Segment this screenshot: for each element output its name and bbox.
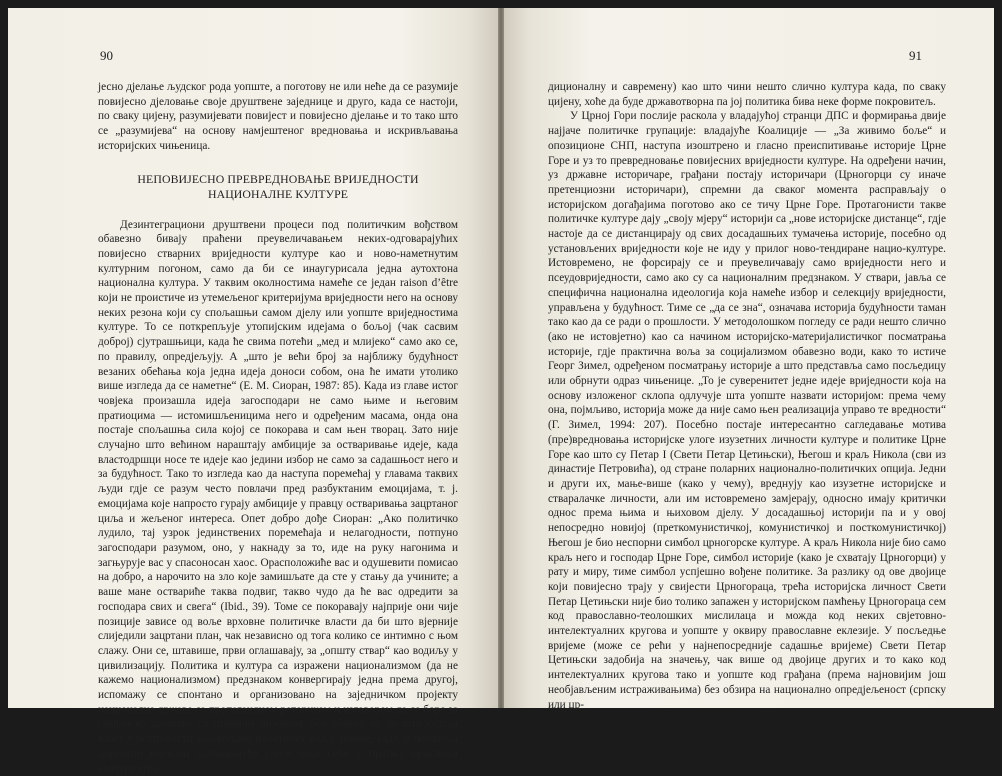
section-heading: [98, 172, 458, 202]
section-heading-line-1: НЕПОВИЈЕСНО ПРЕВРЕДНОВАЊЕ ВРИЈЕДНОСТИ: [137, 171, 419, 186]
right-body-paragraph: У Црној Гори послије раскола у владајућој странци ДПС и формирања двије најјаче политичке групације: владајуће Коалиције — „За живимо боље“ и опозиционе СНП, наступа изоштрено и гласно преиспитивање историје Црне Горе и уз то превредновање повијесних вриједности културе. На одређени начин, уз државне историчаре, грађани постају историчари (Црногорци су иначе претенциозни историчари), спремни да сваког момента расправљају о историјском догађајима поготово ако се тичу Црне Горе. Протагонисти такве политичке културе дају „своју мјеру“ историји са „нове историјске дистанце“, гдје настоје да се дистанцирају од свих досадашњих тумачења историје, посебно од установљених вриједности које не иду у прилог ново-тендиране нацио-културе. Истовремено, не форсирају се и преувеличавају само вриједности него и псеудовриједности, само ако су са националним предзнаком. У ствари, јавља се специфична национална идеологија која намеће избор и селекцију вриједности, управљена у будућност. Тиме се „да се зна“, означава историја будућности таман тако као да се ради о прошлости. У методолошком погледу се ради нешто слично (ако не истовјетно) као са начином историјско-материјалистичког посматрања историје, гдје практична воља за социјализмом обавезно води, како то истиче Георг Зимел, одређеном посматрању историје а што представља само посљедицу или обрнути одраз чињенице. „То је суверенитет једне идеје вриједности која на основу изложеног склопа одлучује шта уопште назвати историјом: према чему она, појмљиво, историја може да није само њен реализација управо те вредности“ (Г. Зимел, 1994: 207). Посебно постаје интересантно сагледавање мотива (пре)вредновања историјске улоге изузетних личности културе и политике Црне Горе као што су Петар I (Свети Петар Цетињски), Његош и краљ Никола (сви из династије Петровића), од стране поларних национално-политичких опција. Једни и други их, мање-више (како у чему), вреднују као изузетне историјске и стваралачке личности, али им истовремено замјерају, односно имају критички однос према њима и њиховом дјелу. У досадашњој историји па и у овој непосредно новијој (преткомунистичкој, комунистичкој и посткомунистичкој) Његош је био неспорни симбол црногорске културе. А краљ Никола није био само краљ него и господар Црне Горе, симбол историје (како је схватају Црногорци) у рату и миру, тиме симбол успјешно вођене политике. За разлику од ове двојице који повијесно трају у свијести Црногораца, трећа историјска личност Свети Петар Цетињски није био толико запажен у историјском памћењу Црногораца сем код православно-теолошких мислилаца и можда код неких свјетовно-интелектуалних кругова и уопште у оквиру православне еклезије. У посљедње вријеме (може се рећи у најнепосредније садашње вријеме) Свети Петар Цетињски задобија на значењу, чак више од двојице других и то како код интелектуалних кругова тако и уопште код грађана (према најновијим још необјављеним истраживањима) без обзира на национално опредјељеност (српску или цр-: [548, 110, 946, 711]
right-top-paragraph: диционалну и савремену) као што чини нешто слично култура када, по сваку цијену, хоће да буде државотворна па јој политика бива неке форме покровитељ.: [548, 81, 946, 108]
left-page: [8, 8, 498, 775]
left-body-paragraph: Дезинтеграциони друштвени процеси под политичким вођством обавезно бивају праћени преувеличавањем неких-одговарајућих повијесно стварних вриједности културе као и ново-наметнутим културним погоном, само да би се инаугурисала једна аутохтона национална култура. У таквим околностима намеће се један raison d’être који не проистиче из утемељеног критеријума вриједности него на основу неких резона који су спољашњи самом дјелу или уопште вриједностима културе. То се поткрепљује утопијским идејама о бољој (чак сасвим доброј) сјутрашњици, када ће свима потећи „мед и млијеко“ само ако се, по правилу, опредјељују. А „што је већи број за најближу будућност везаних обећања која једна идеја доноси собом, она ће имати утолико више изгледа да се наметне“ (Е. М. Сиоран, 1987: 85). Када из главе истог човјека произашла идеја загосподари не само њиме и његовим пратиоцима — истомишљеницима него и одређеним масама, онда она постаје спољашња сила којој се покорава и сам њен творац. Зато није случајно што већином нараштају амбиције за остваривање идеје, када властодршци носе те идеје као једини избор не само за садашњост него и за будућност. Тако то изгледа као да наступа поремећај у главама таквих људи гдје се разум често повлачи пред разбуктаним емоцијама, т. ј. емоцијама које напросто гурају амбиције у правцу остваривања зацртаног циља и жељеног интереса. Опет добро дође Сиоран: „Ако политичко лудило, тај узрок јединствених поремећаја и нелагодности, потпуно загосподари разумом, оно, у накнаду за то, иде на руку нагонима и загњурује вас у спасоносан хаос. Орасположиће вас и одушевити помисао на добро, а нарочито на зло које замишљате да сте у стању да учините; а ваше мане оствариће таква подвиг, такво чудо да ће вас одредити за господара свих и свега“ (Ibid., 39). Томе се покоравају најприје они чије позиције зависе од воље врховне политичке власти да би што вјерније слиједили зацртани план, чак независно од тога колико се интимно с њом слажу. Они се, штавише, први оглашавају, за „општу ствар“ као водиљу у цивилизацију. Политика и култура са изражени национализмом (да не кажемо национализмом) предзнаком конвергирају једна према другој, испомажу се спонтано и организовано на заједничком пројекту националне државе са пропагандном реториком и изговором да се боре за грађанско друштво са правном државом, без обзира на то што судска власт у потпуности задовољава политичку вољу. Наиме, када је политика директни носилац одговарајуће улоге онда себи у пратњу прислања културу (тра-: [98, 218, 458, 775]
right-page-text: [548, 80, 946, 712]
page-number-left: 90: [100, 48, 113, 63]
right-page: [504, 8, 994, 711]
page-number-right: 91: [909, 48, 922, 63]
section-heading-line-2: НАЦИОНАЛНЕ КУЛТУРЕ: [207, 186, 349, 201]
left-top-paragraph: јесно дјелање људског рода уопште, а поготову не или неће да се разумије повијесно дјеловање своје друштвене заједнице и друго, када се настоји, по сваку цијену, разумијевати повијест и повијесно дјелање и то тако што се „разумијева“ на основу намјештеног вредновања и искривљавања историјских чињеница.: [98, 81, 458, 152]
left-page-text: [98, 80, 458, 776]
